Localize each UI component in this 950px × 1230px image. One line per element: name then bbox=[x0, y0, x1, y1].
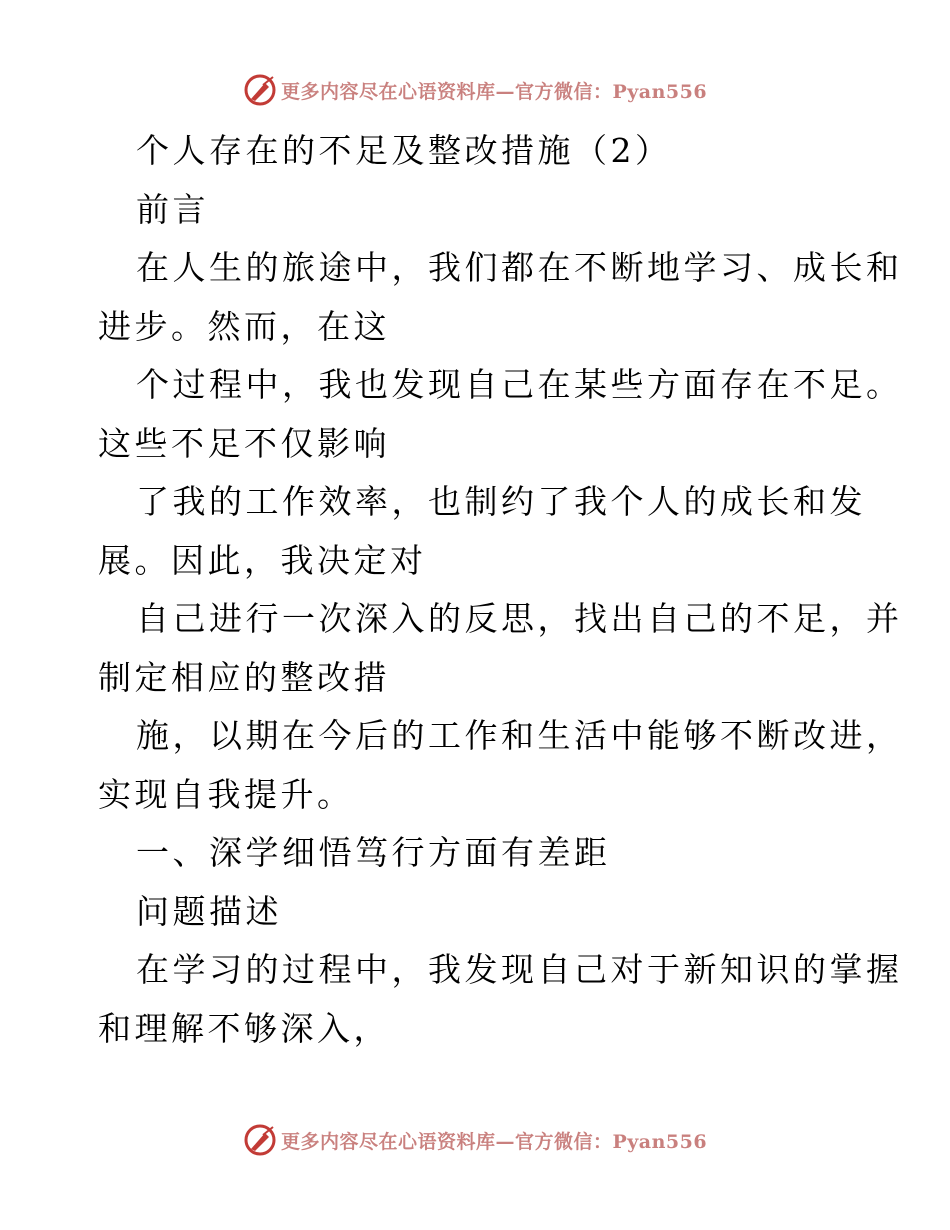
header-banner-text: 更多内容尽在心语资料库—官方微信：Pyan556 bbox=[280, 80, 708, 103]
paragraph-line: 和理解不够深入， bbox=[98, 1008, 390, 1048]
paragraph-line: 自己进行一次深入的反思，找出自己的不足，并 bbox=[136, 599, 903, 638]
document-title: 个人存在的不足及整改措施（2） bbox=[136, 131, 672, 170]
document-body bbox=[98, 122, 903, 1058]
paragraph-line: 施，以期在今后的工作和生活中能够不断改进， bbox=[136, 716, 903, 755]
section-heading-1: 一、深学细悟笃行方面有差距 bbox=[136, 833, 611, 872]
paragraph-line: 制定相应的整改措 bbox=[98, 657, 390, 697]
header-banner bbox=[0, 70, 950, 110]
paragraph-line: 在学习的过程中，我发现自己对于新知识的掌握 bbox=[136, 950, 903, 989]
paragraph-line: 实现自我提升。 bbox=[98, 774, 354, 814]
pen-logo-icon bbox=[243, 73, 277, 107]
paragraph-line: 个过程中，我也发现自己在某些方面存在不足。 bbox=[136, 365, 903, 404]
paragraph-line: 在人生的旅途中，我们都在不断地学习、成长和 bbox=[136, 248, 903, 287]
paragraph-line: 这些不足不仅影响 bbox=[98, 423, 390, 463]
footer-banner-text: 更多内容尽在心语资料库—官方微信：Pyan556 bbox=[280, 1130, 708, 1153]
paragraph-line: 了我的工作效率，也制约了我个人的成长和发 bbox=[136, 482, 866, 521]
paragraph-line: 展。因此，我决定对 bbox=[98, 540, 427, 580]
pen-logo-icon bbox=[243, 1123, 277, 1157]
section-heading-preface: 前言 bbox=[136, 189, 209, 229]
paragraph-line: 进步。然而，在这 bbox=[98, 306, 390, 346]
subheading-problem: 问题描述 bbox=[136, 891, 282, 931]
footer-banner bbox=[0, 1120, 950, 1160]
